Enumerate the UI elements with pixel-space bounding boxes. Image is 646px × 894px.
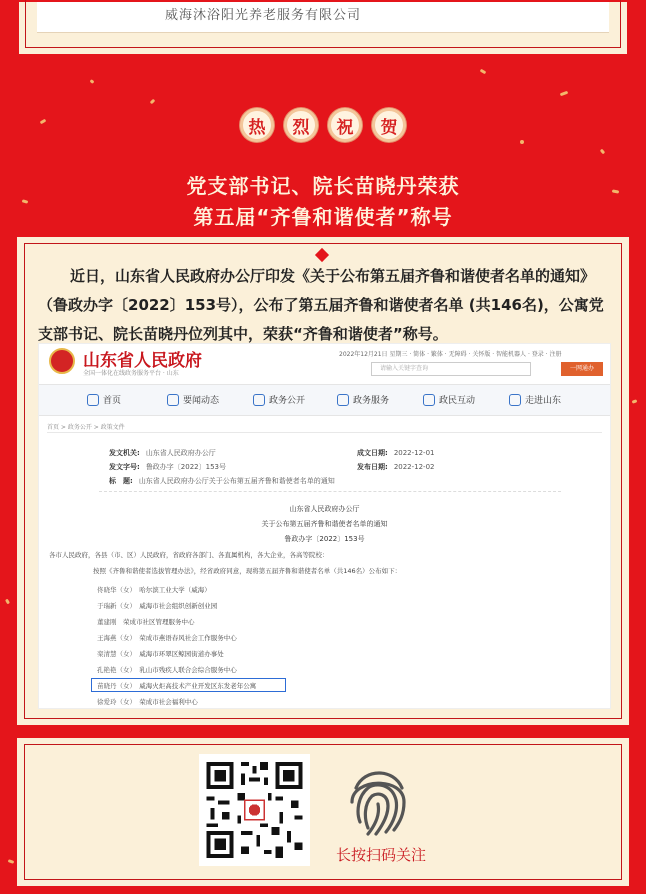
doc-body: 按照《齐鲁和谐使者选拔管理办法》，经省政府同意，现将第五届齐鲁和谐使者名单（共146名）公布如下： (93, 567, 402, 575)
site-header (39, 344, 610, 382)
home-icon (87, 394, 99, 406)
meta-label: 发布日期: (357, 463, 388, 471)
fingerprint-icon (342, 762, 414, 840)
company-name: 威海沐浴阳光养老服务有限公司 (165, 8, 362, 23)
search-button: 一网通办 (561, 362, 603, 376)
meta-value: 鲁政办字〔2022〕153号 (145, 463, 226, 471)
headline-line-1: 党支部书记、院长苗晓丹荣获 (186, 174, 460, 198)
meta-title (109, 476, 335, 486)
badge-char: 热 (240, 108, 274, 142)
list-item: 王海燕（女） 荣成市燕语春风社会工作服务中心 (97, 634, 237, 642)
nav-item-service (337, 393, 389, 406)
location-icon (509, 394, 521, 406)
card-frame (24, 744, 622, 880)
list-item: 董建刚 荣成市社区管理服务中心 (97, 618, 195, 626)
badge-char: 烈 (284, 108, 318, 142)
nav-label: 首页 (103, 396, 122, 406)
nav-label: 政务公开 (269, 396, 306, 406)
article-paragraph: 近日，山东省人民政府办公厅印发《关于公布第五届齐鲁和谐使者名单的通知》（鲁政办字〔2022〕153号），公布了第五届齐鲁和谐使者名单 (共146名)，公寓党支部书记、院长苗晓丹位列其中，荣获“齐鲁和谐使者”称号。 (38, 267, 604, 343)
meta-label: 标 题: (109, 477, 133, 485)
list-item-highlighted: 苗晓丹（女） 威海火炬高技术产业开发区东发老年公寓 (97, 682, 257, 690)
nav-label: 政民互动 (439, 396, 476, 406)
list-item: 栾清慧（女） 威海市环翠区鲸园街道办事处 (97, 650, 224, 658)
celebration-badges (0, 108, 646, 146)
headline-line-2: 第五届“齐鲁和谐使者”称号 (193, 205, 453, 229)
nav-label: 走进山东 (525, 396, 562, 406)
nav-item-public (253, 393, 305, 406)
doc-heading: 关于公布第五届齐鲁和谐使者名单的通知 (261, 520, 388, 528)
heart-icon (337, 394, 349, 406)
document-icon (253, 394, 265, 406)
nav-label: 要闻动态 (183, 396, 220, 406)
card-frame (25, 0, 621, 48)
nav-item-home (87, 393, 121, 406)
site-subtitle: 全国一体化在线政务服务平台 · 山东 (83, 370, 179, 377)
follow-prompt: 长按扫码关注 (336, 846, 427, 864)
highlight-box (91, 678, 286, 692)
divider (47, 432, 602, 433)
nav-item-about (509, 393, 561, 406)
doc-org: 山东省人民政府办公厅 (289, 505, 360, 513)
meta-number (109, 462, 226, 472)
site-name: 山东省人民政府 (83, 351, 202, 371)
meta-value: 2022-12-02 (393, 463, 435, 471)
badge-char: 祝 (328, 108, 362, 142)
doc-code: 鲁政办字〔2022〕153号 (284, 535, 365, 543)
search-input: 请输入关键字查询 (371, 362, 531, 376)
meta-value: 山东省人民政府办公厅关于公布第五届齐鲁和谐使者名单的通知 (138, 477, 335, 485)
government-site-screenshot (38, 343, 611, 709)
meta-written-date (357, 448, 435, 458)
site-nav (39, 384, 610, 416)
nav-item-news (167, 393, 219, 406)
meta-issuer (109, 448, 216, 458)
meta-published-date (357, 462, 435, 472)
header-links: 2022年12月21日 星期三 · 简体 · 繁体 · 无障碍 · 关怀版 · 智能机器人 · 登录 · 注册 (339, 351, 562, 358)
national-emblem-icon (49, 348, 75, 374)
meta-value: 山东省人民政府办公厅 (145, 449, 216, 457)
breadcrumb: 首页 > 政务公开 > 政策文件 (47, 424, 125, 431)
company-card (17, 0, 629, 56)
qr-code-icon[interactable] (199, 754, 310, 866)
meta-label: 发文机关: (109, 449, 140, 457)
badge-char: 贺 (372, 108, 406, 142)
list-item: 徐爱玲（女） 荣成市社会福利中心 (97, 698, 198, 706)
doc-recipients: 各市人民政府，各县（市、区）人民政府，省政府各部门、各直属机构，各大企业，各高等院校： (49, 551, 329, 559)
meta-value: 2022-12-01 (393, 449, 435, 457)
list-item: 佟晓华（女） 哈尔滨工业大学（威海） (97, 586, 211, 594)
meta-label: 发文字号: (109, 463, 140, 471)
chat-icon (423, 394, 435, 406)
nav-label: 政务服务 (353, 396, 390, 406)
news-icon (167, 394, 179, 406)
list-item: 于瑞新（女） 威海市社会组织创新创业园 (97, 602, 218, 610)
meta-label: 成文日期: (357, 449, 388, 457)
list-item: 孔艳艳（女） 乳山市残疾人联合会综合服务中心 (97, 666, 237, 674)
nav-item-interact (423, 393, 475, 406)
follow-card (17, 738, 629, 886)
